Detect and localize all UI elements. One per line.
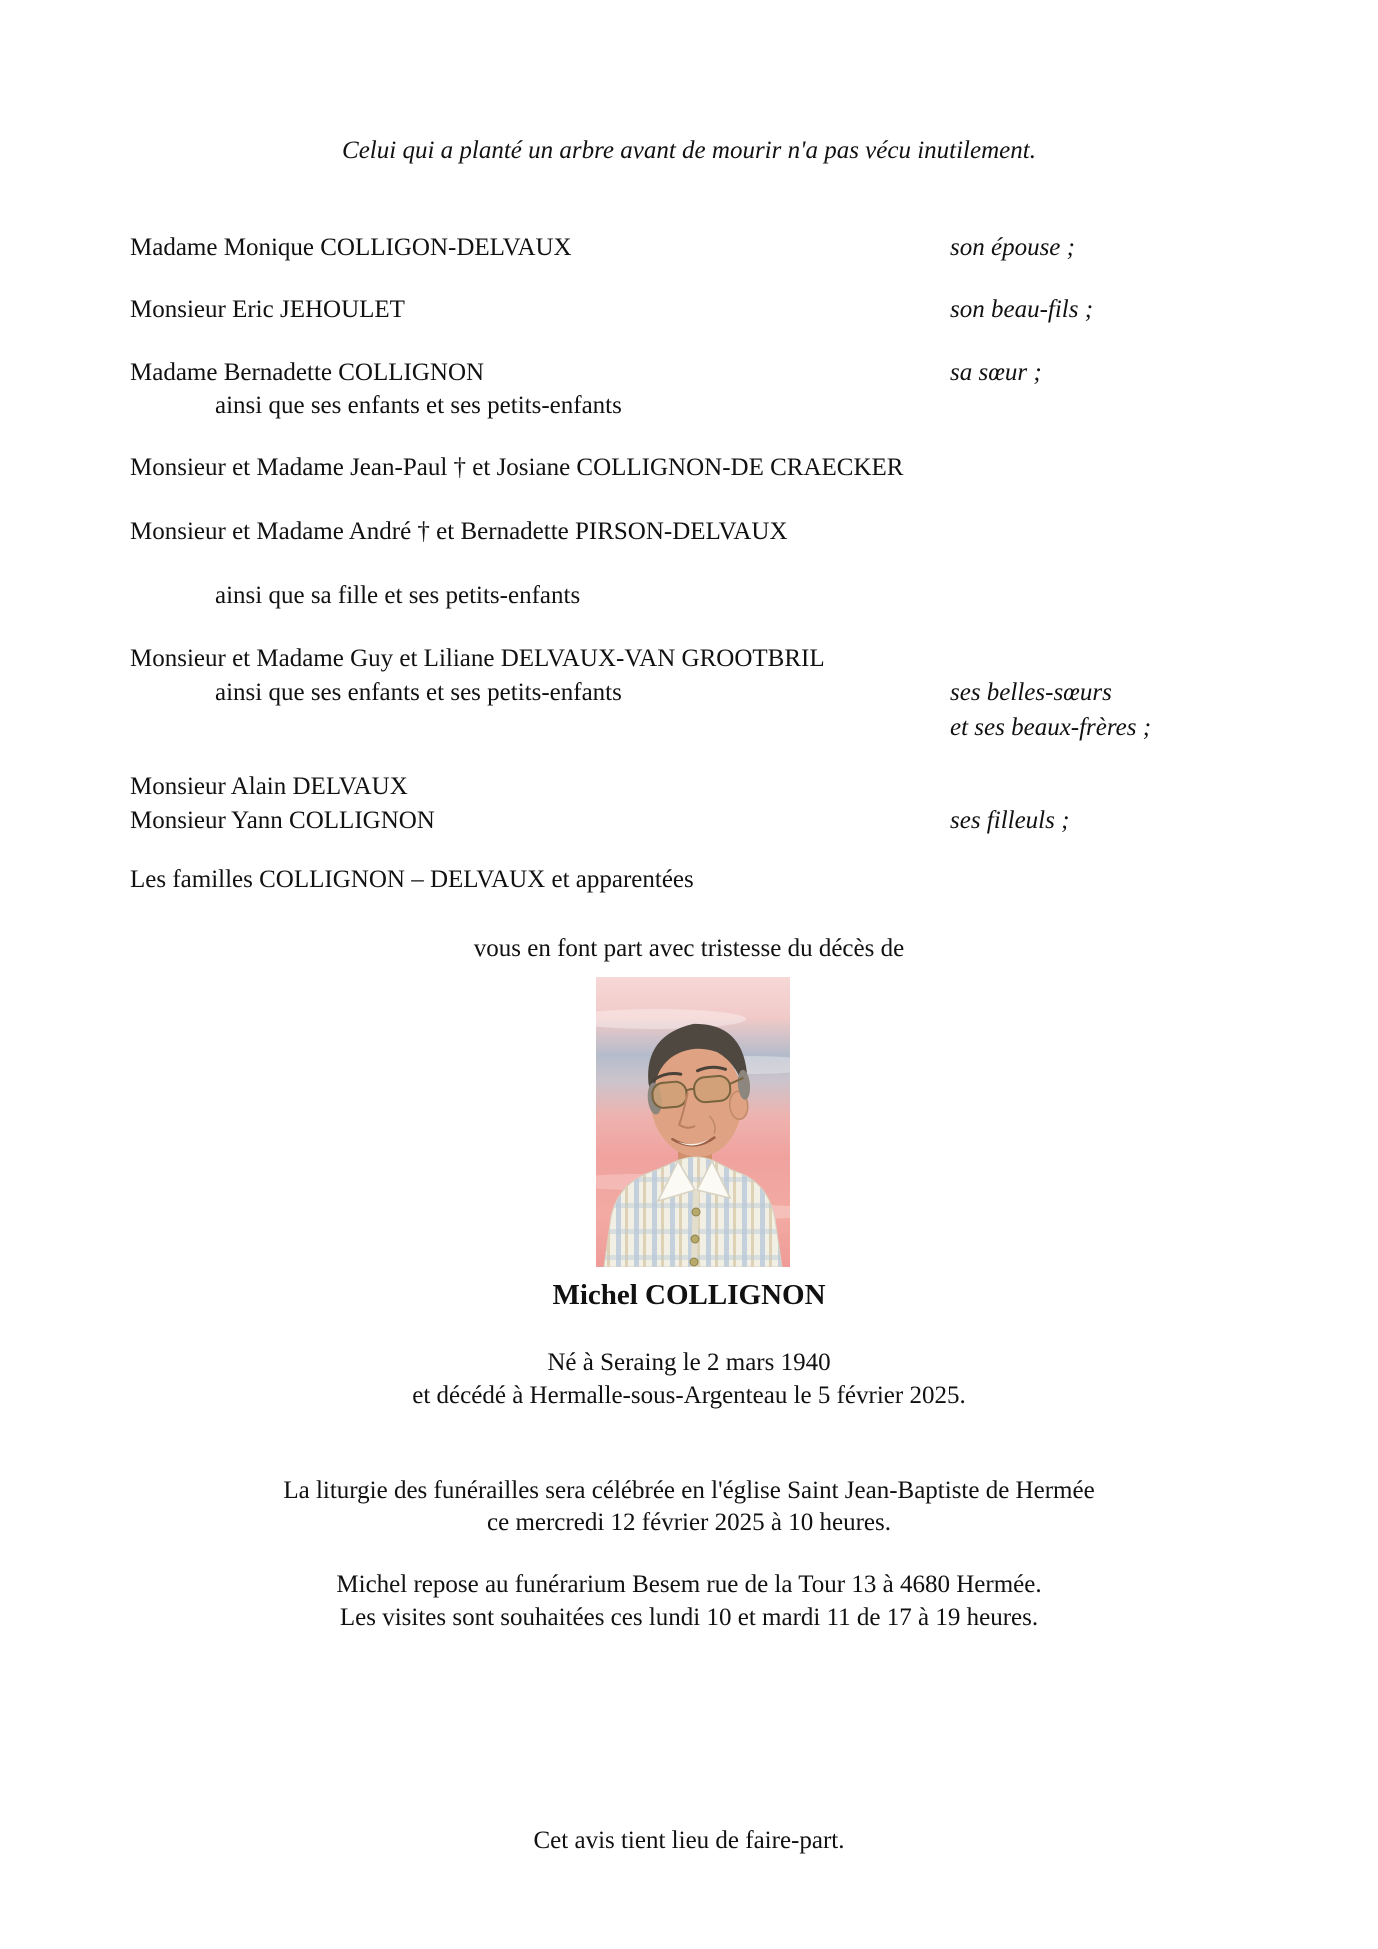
relation-spouse: son épouse ; [950,234,1075,261]
relative-sub-sister: ainsi que ses enfants et ses petits-enfants [215,392,622,419]
relation-godsons: ses filleuls ; [950,807,1070,834]
portrait-photo [596,977,790,1267]
relation-sister: sa sœur ; [950,359,1042,386]
portrait-photo-svg [596,977,790,1267]
opening-quote: Celui qui a planté un arbre avant de mourir n'a pas vécu inutilement. [342,137,1036,164]
relative-name-andre: Monsieur et Madame André † et Bernadette PIRSON-DELVAUX [130,518,788,545]
relative-name-stepson: Monsieur Eric JEHOULET [130,296,405,323]
relation-guy-line1: ses belles-sœurs [950,679,1112,706]
birth-line: Né à Seraing le 2 mars 1940 [547,1349,831,1376]
relative-name-jeanpaul: Monsieur et Madame Jean-Paul † et Josiane COLLIGNON-DE CRAECKER [130,454,904,481]
footer-notice: Cet avis tient lieu de faire-part. [533,1827,845,1854]
relative-name-guy: Monsieur et Madame Guy et Liliane DELVAUX-VAN GROOTBRIL [130,645,825,672]
repose-line: Michel repose au funérarium Besem rue de la Tour 13 à 4680 Hermée. [336,1571,1042,1598]
relative-name-alain: Monsieur Alain DELVAUX [130,773,408,800]
relative-name-yann: Monsieur Yann COLLIGNON [130,807,435,834]
ceremony-line-2: ce mercredi 12 février 2025 à 10 heures. [487,1509,891,1536]
relative-sub-andre: ainsi que sa fille et ses petits-enfants [215,582,581,609]
relative-name-sister: Madame Bernadette COLLIGNON [130,359,485,386]
relation-guy-line2: et ses beaux-frères ; [950,714,1152,741]
ceremony-line-1: La liturgie des funérailles sera célébrée en l'église Saint Jean-Baptiste de Hermée [283,1477,1095,1504]
relative-sub-guy: ainsi que ses enfants et ses petits-enfants [215,679,622,706]
visits-line: Les visites sont souhaitées ces lundi 10 et mardi 11 de 17 à 19 heures. [339,1604,1039,1631]
families-line: Les familles COLLIGNON – DELVAUX et apparentées [130,866,694,893]
relative-name-spouse: Madame Monique COLLIGON-DELVAUX [130,234,572,261]
deceased-name: Michel COLLIGNON [552,1279,826,1311]
death-line: et décédé à Hermalle-sous-Argenteau le 5 février 2025. [412,1382,966,1409]
relation-stepson: son beau-fils ; [950,296,1094,323]
announcement-intro: vous en font part avec tristesse du décès de [473,935,905,962]
